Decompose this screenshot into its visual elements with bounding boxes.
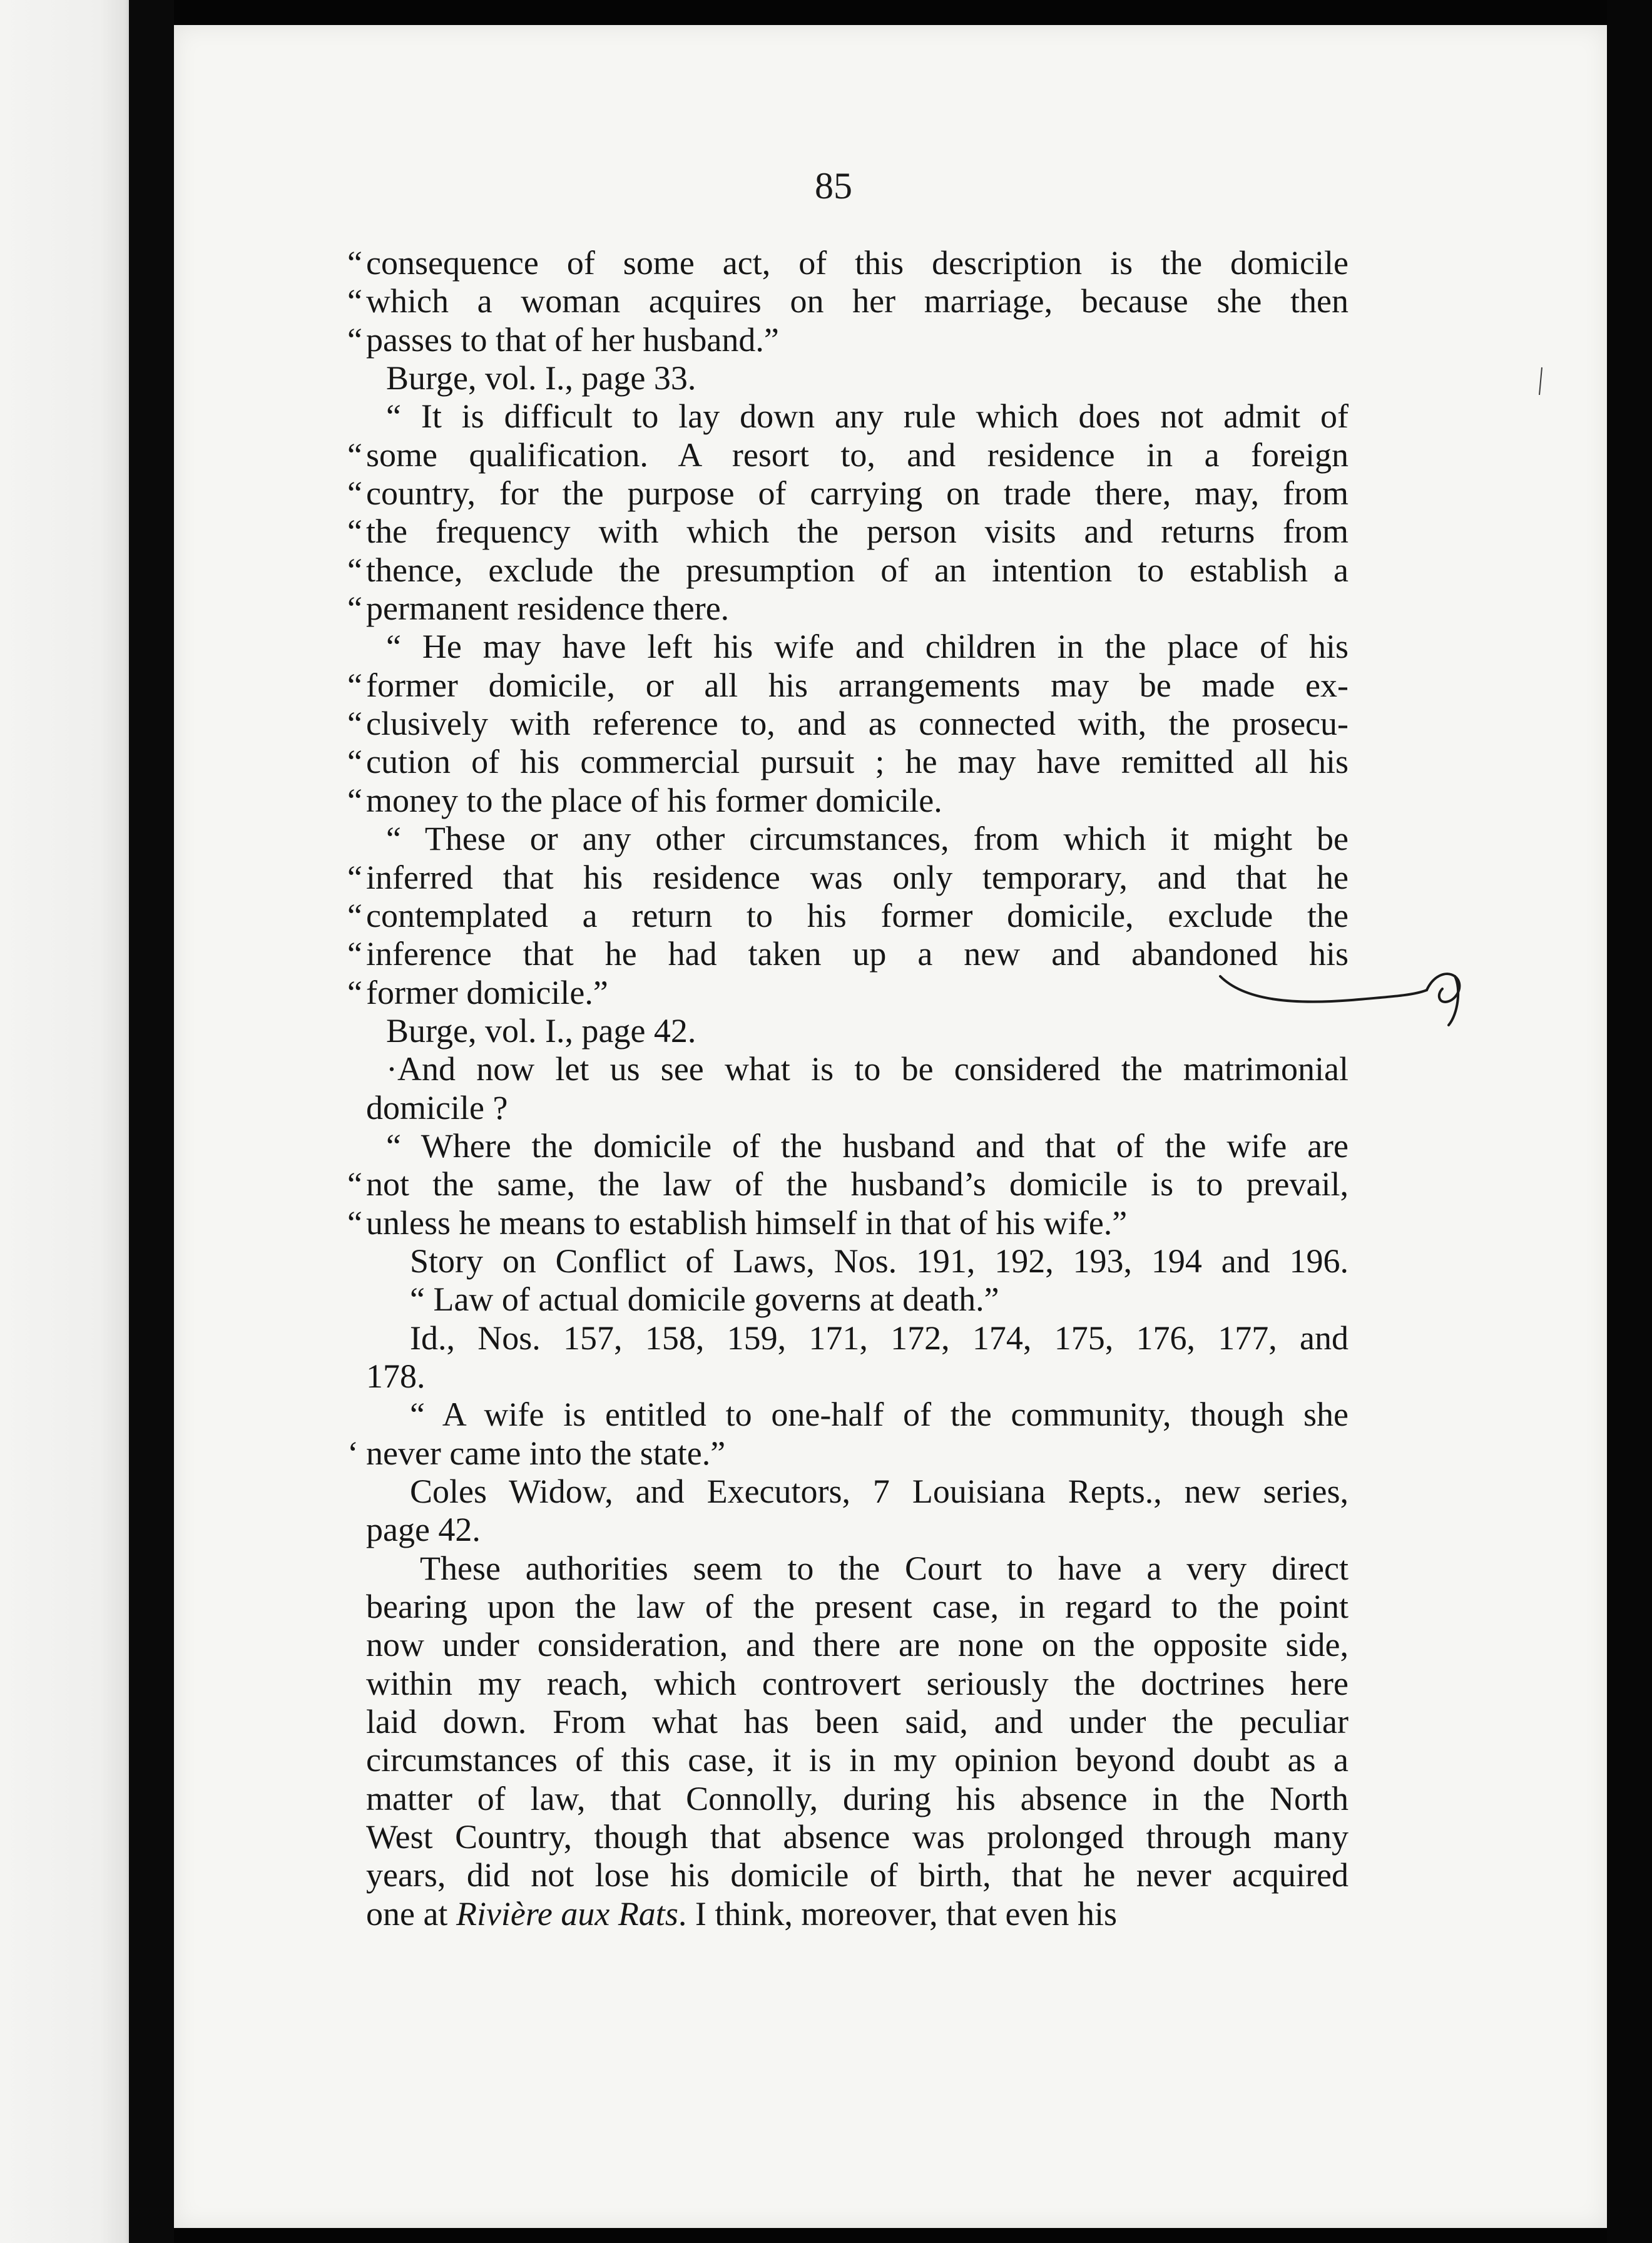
quote-mark: “ xyxy=(347,1203,362,1242)
text-line xyxy=(347,743,1349,781)
text-line xyxy=(347,781,1349,820)
line-text: some qualification. A resort to, and residence in a foreign xyxy=(366,436,1349,474)
scan-border xyxy=(1607,0,1652,2243)
line-text: passes to that of her husband.” xyxy=(366,320,779,359)
text-line xyxy=(366,1511,1349,1549)
line-text: Burge, vol. I., page 42. xyxy=(386,1011,696,1050)
text-line xyxy=(347,513,1349,551)
quote-mark: “ xyxy=(347,973,362,1011)
line-text: one at xyxy=(366,1894,456,1933)
text-line xyxy=(347,320,1349,359)
quote-mark: “ xyxy=(347,743,362,781)
quote-mark: “ xyxy=(347,551,362,589)
text-line xyxy=(347,666,1349,705)
text-line xyxy=(366,1319,1349,1357)
text-line xyxy=(366,1550,1349,1588)
text-line xyxy=(347,590,1349,628)
text-line xyxy=(347,282,1349,320)
line-text: Coles Widow, and Executors, 7 Louisiana Repts., new series, xyxy=(410,1473,1349,1510)
page-number: 85 xyxy=(815,165,852,207)
line-text: inference that he had taken up a new and abandoned his xyxy=(366,935,1349,973)
line-text: Burge, vol. I., page 33. xyxy=(386,359,696,397)
text-line xyxy=(366,1588,1349,1626)
line-text: laid down. From what has been said, and under the peculiar xyxy=(366,1703,1349,1741)
facing-page-edge xyxy=(0,0,131,2243)
quote-mark: “ xyxy=(347,244,362,282)
text-line xyxy=(347,1434,1349,1473)
quote-mark: “ xyxy=(347,474,362,513)
text-line xyxy=(366,1856,1349,1894)
quote-mark: “ xyxy=(347,781,362,819)
text-line xyxy=(366,820,1349,858)
line-text: which a woman acquires on her marriage, because she then xyxy=(366,282,1349,320)
line-text: “ These or any other circumstances, from which it might be xyxy=(386,820,1349,858)
text-line xyxy=(366,397,1349,436)
text-line xyxy=(347,935,1349,973)
line-text: cution of his commercial pursuit ; he may have remitted all his xyxy=(366,743,1349,781)
book-gutter xyxy=(129,0,174,2243)
line-text: 178. xyxy=(366,1357,426,1395)
line-text: bearing upon the law of the present case, in regard to the point xyxy=(366,1588,1349,1626)
text-line xyxy=(366,1050,1349,1088)
text-line xyxy=(347,896,1349,935)
text-line xyxy=(366,1473,1349,1511)
line-text: money to the place of his former domicile. xyxy=(366,781,942,819)
quote-mark: ‘ xyxy=(347,1434,359,1472)
text-line xyxy=(347,436,1349,474)
line-text: . I think, moreover, that even his xyxy=(678,1894,1117,1933)
line-text: the frequency with which the person visits and returns from xyxy=(366,513,1349,551)
line-text: ·And now let us see what is to be considered the matrimonial xyxy=(386,1050,1349,1088)
italic-place-name: Rivière aux Rats xyxy=(456,1894,678,1933)
text-line xyxy=(366,1703,1349,1741)
line-text: not the same, the law of the husband’s domicile is to prevail, xyxy=(366,1165,1349,1203)
text-line xyxy=(366,1127,1349,1165)
quote-mark: “ xyxy=(347,896,362,934)
line-text: Story on Conflict of Laws, Nos. 191, 192, 193, 194 and 196. xyxy=(410,1242,1349,1280)
line-text: former domicile.” xyxy=(366,973,608,1011)
line-text: country, for the purpose of carrying on trade there, may, from xyxy=(366,474,1349,513)
line-text: domicile ? xyxy=(366,1088,508,1127)
text-line xyxy=(366,1012,1349,1050)
line-text: “ Where the domicile of the husband and that of the wife are xyxy=(386,1127,1349,1165)
quote-mark: “ xyxy=(347,590,362,628)
line-text: years, did not lose his domicile of birth, that he never acquired xyxy=(366,1856,1349,1894)
line-text: permanent residence there. xyxy=(366,590,730,628)
line-text: consequence of some act, of this description is the domicile xyxy=(366,244,1349,282)
text-line xyxy=(366,1396,1349,1434)
line-text: Id., Nos. 157, 158, 159, 171, 172, 174, 175, 176, 177, and xyxy=(410,1319,1349,1357)
text-line xyxy=(366,1357,1349,1396)
line-text: “ He may have left his wife and children in the place of his xyxy=(386,628,1349,666)
text-line xyxy=(347,1165,1349,1203)
text-line xyxy=(347,474,1349,513)
text-line xyxy=(347,973,1349,1012)
line-text: never came into the state.” xyxy=(366,1434,726,1472)
line-text: circumstances of this case, it is in my opinion beyond doubt as a xyxy=(366,1741,1349,1779)
handwritten-annotation-mark xyxy=(1208,951,1483,1064)
text-line xyxy=(347,705,1349,743)
text-line xyxy=(366,1242,1349,1280)
line-text: clusively with reference to, and as connected with, the prosecu- xyxy=(366,705,1349,743)
text-line xyxy=(366,1818,1349,1856)
quote-mark: “ xyxy=(347,513,362,551)
text-line xyxy=(366,1780,1349,1818)
line-text: inferred that his residence was only temporary, and that he xyxy=(366,858,1349,896)
text-line xyxy=(347,551,1349,590)
line-text: unless he means to establish himself in that of his wife.” xyxy=(366,1203,1128,1242)
text-line xyxy=(366,1895,1349,1933)
line-text: now under consideration, and there are none on the opposite side, xyxy=(366,1626,1349,1664)
quote-mark: “ xyxy=(347,1165,362,1203)
line-text: “ Law of actual domicile governs at death.” xyxy=(410,1280,999,1319)
text-line xyxy=(366,1741,1349,1779)
line-text: matter of law, that Connolly, during his absence in the North xyxy=(366,1779,1349,1817)
text-line xyxy=(366,1665,1349,1703)
line-text: These authorities seem to the Court to have a very direct xyxy=(420,1549,1349,1587)
text-line xyxy=(366,1626,1349,1664)
text-line xyxy=(347,1203,1349,1242)
text-line xyxy=(347,858,1349,897)
quote-mark: “ xyxy=(347,320,362,359)
quote-mark: “ xyxy=(347,705,362,743)
margin-mark xyxy=(1538,366,1543,396)
line-text: thence, exclude the presumption of an intention to establish a xyxy=(366,551,1349,589)
text-line xyxy=(366,359,1349,397)
text-line xyxy=(366,1280,1349,1319)
quote-mark: “ xyxy=(347,666,362,704)
line-text: “ It is difficult to lay down any rule which does not admit of xyxy=(386,397,1349,436)
line-text: “ A wife is entitled to one-half of the community, though she xyxy=(410,1396,1349,1434)
line-text: former domicile, or all his arrangements may be made ex- xyxy=(366,666,1349,704)
body-text xyxy=(347,244,1349,1933)
line-text: West Country, though that absence was prolonged through many xyxy=(366,1818,1349,1856)
text-line xyxy=(366,628,1349,666)
text-line xyxy=(366,1089,1349,1127)
quote-mark: “ xyxy=(347,282,362,320)
line-text: contemplated a return to his former domicile, exclude the xyxy=(366,896,1349,934)
text-line xyxy=(347,244,1349,282)
quote-mark: “ xyxy=(347,858,362,896)
line-text: page 42. xyxy=(366,1511,481,1549)
line-text: within my reach, which controvert seriously the doctrines here xyxy=(366,1664,1349,1702)
quote-mark: “ xyxy=(347,436,362,474)
quote-mark: “ xyxy=(347,935,362,973)
